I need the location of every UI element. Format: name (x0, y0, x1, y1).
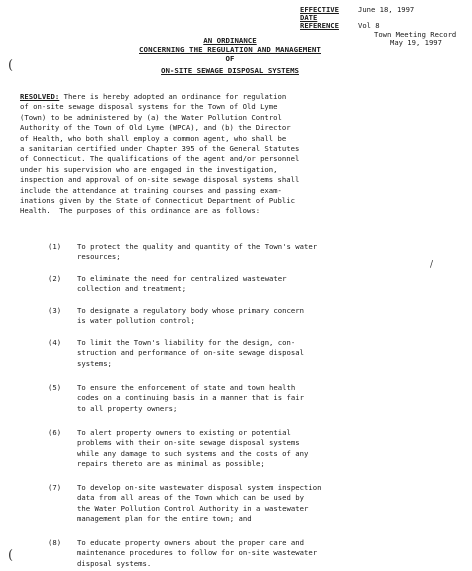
purpose-item (48, 274, 287, 295)
purpose-item (48, 428, 308, 469)
reference-label: REFERENCE (300, 21, 339, 31)
title-line-3: OF (225, 54, 235, 63)
reference-value: Vol 8 (358, 21, 380, 31)
effective-date-label: EFFECTIVE DATE (300, 5, 339, 23)
margin-paren-mark-top: ( (8, 58, 14, 73)
purpose-number: (6) (48, 428, 62, 437)
purpose-number: (4) (48, 338, 62, 347)
purpose-text: To designate a regulatory body whose primary concern is water pollution control; (77, 306, 304, 326)
resolution-text: There is hereby adopted an ordinance for regulation of on-site sewage disposal systems for the Town of Old Lyme (Town) to be administered by (a) the Water Pollution Control Authority of the Town of Old Lyme (WPCA), and (b) the Director of Health, who both shall employ a common agent, who shall be a sanitarian certified under Chapter 395 of the General Statutes of Connecticut. The qualifications of the agent and/or personnel under his supervision who are engaged in the investigation, inspection and approval of on-site sewage disposal systems shall include the attendance at training courses and passing exam- inations given by the State of Connecticut Department of Public Health. The purposes of this ordinance are as follows: (20, 92, 300, 216)
effective-date-value: June 18, 1997 (358, 5, 415, 14)
resolved-lead: RESOLVED: (20, 92, 60, 101)
purpose-text: To educate property owners about the proper care and maintenance procedures to follow for on-site wastewater disposal systems. (77, 538, 318, 568)
purpose-item (48, 306, 304, 327)
purpose-number: (3) (48, 306, 62, 315)
record-date: May 19, 1997 (390, 37, 442, 47)
purpose-number: (8) (48, 538, 62, 547)
purpose-item (48, 383, 304, 414)
purpose-item (48, 242, 317, 263)
purpose-text: To protect the quality and quantity of the Town's water resources; (77, 242, 318, 262)
purpose-text: To limit the Town's liability for the design, con- struction and performance of on-site sewage disposal systems; (77, 338, 304, 368)
purpose-item (48, 483, 321, 524)
purpose-text: To alert property owners to existing or potential problems with their on-site sewage disposal systems while any damage to such systems and the costs of any repairs thereto are as minimal as possible; (77, 428, 309, 468)
purpose-number: (1) (48, 242, 62, 251)
title-line-1: AN ORDINANCE (203, 36, 257, 45)
margin-tick-mark: / (430, 260, 434, 270)
resolution-paragraph (20, 92, 450, 217)
purpose-text: To eliminate the need for centralized wastewater collection and treatment; (77, 274, 287, 294)
title-line-2: CONCERNING THE REGULATION AND MANAGEMENT (139, 45, 321, 54)
purpose-number: (7) (48, 483, 62, 492)
record-line: Town Meeting Record (374, 29, 457, 39)
purpose-item (48, 338, 304, 369)
effective-date-row (300, 6, 468, 22)
margin-paren-mark-bottom: ( (8, 548, 14, 563)
purpose-item (48, 538, 317, 569)
purpose-number: (5) (48, 383, 62, 392)
purpose-text: To develop on-site wastewater disposal system inspection data from all areas of the Town which can be used by the Water Pollution Control Authority in a wastewater management plan for the entire town; and (77, 483, 322, 523)
purpose-text: To ensure the enforcement of state and town health codes on a continuing basis in a manner that is fair to all property owners; (77, 383, 304, 413)
purpose-number: (2) (48, 274, 62, 283)
title-line-4: ON-SITE SEWAGE DISPOSAL SYSTEMS (161, 66, 299, 75)
ordinance-title (60, 36, 400, 75)
